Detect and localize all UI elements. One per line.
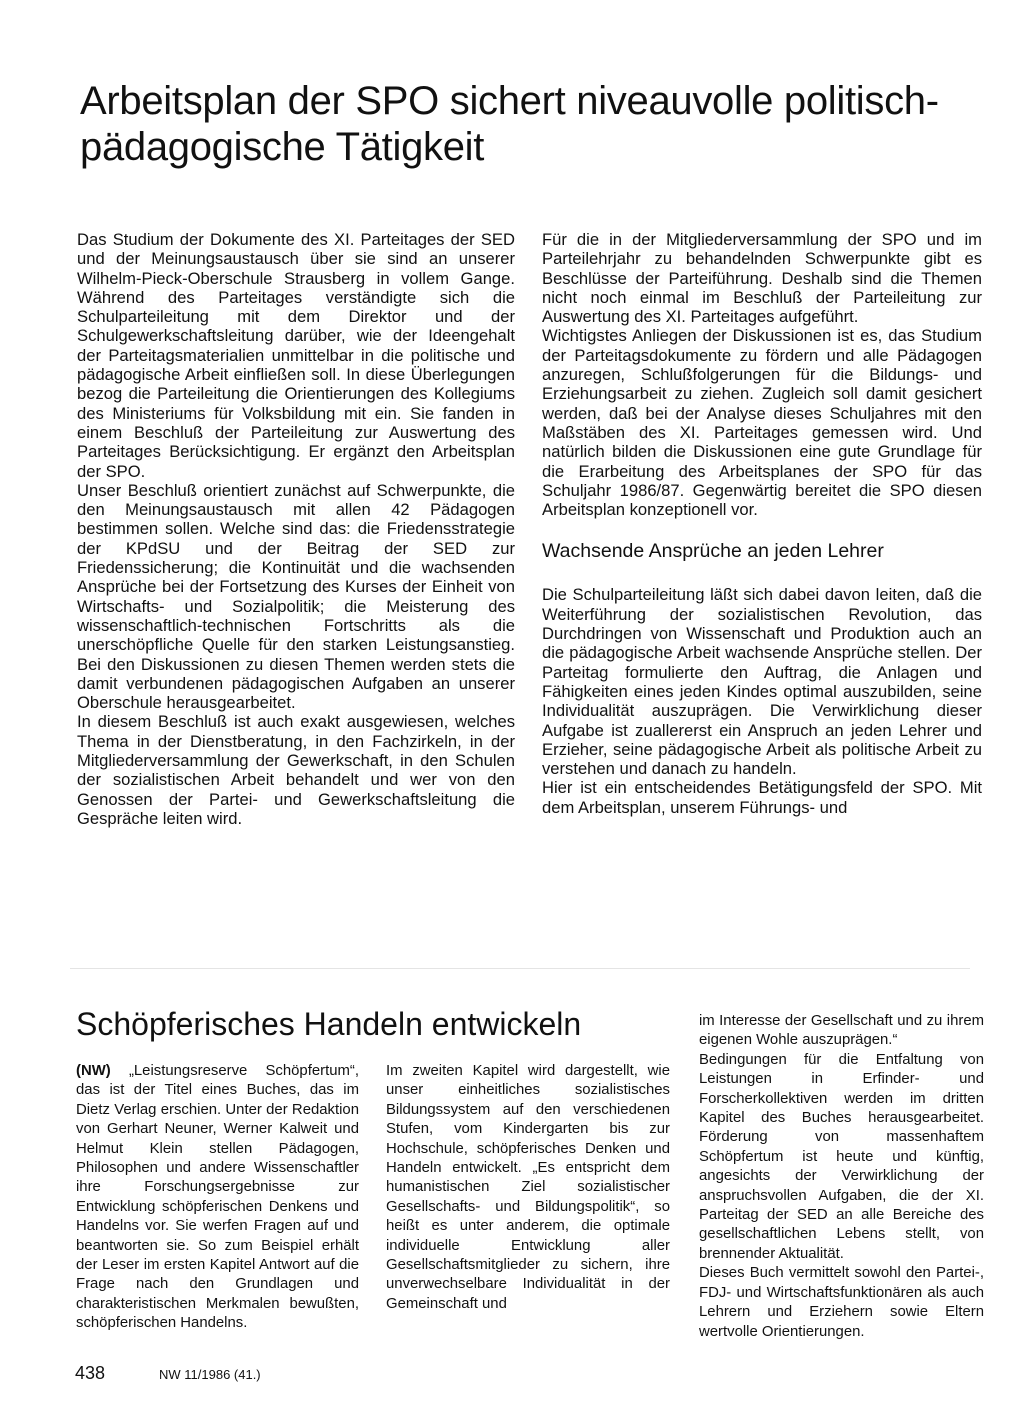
second-article-column-2 [386, 1062, 670, 1314]
article-paragraph: Dieses Buch vermittelt sowohl den Partei-, FDJ- und Wirtschaftsfunktionären als auch Lehrern und Erziehern sowie Eltern wertvolle Orientierungen. [699, 1265, 984, 1340]
article-paragraph: Im zweiten Kapitel wird dargestellt, wie unser einheitliches sozialistisches Bildungssystem auf den verschiedenen Stufen, vom Kindergarten bis zur Hochschule, schöpferisches Denken und Handeln entwickelt. „Es entspricht dem humanistischen Ziel sozialistischer Gesellschafts- und Bildungspolitik“, so heißt es unter anderem, die optimale individuelle Entwicklung aller Gesellschaftsmitglieder zu sichern, ihre unverwechselbare Individualität in der Gemeinschaft und [386, 1063, 670, 1312]
article-paragraph: Die Schulparteileitung läßt sich dabei davon leiten, daß die Weiterführung der sozialistischen Revolution, das Durchdringen von Wissenschaft und Produktion auch an die pädagogische Arbeit wachsende Ansprüche stellen. Der Parteitag formulierte den Auftrag, die Anlagen und Fähigkeiten eines jeden Kindes optimal auszubilden, seine Individualität auszuprägen. Die Verwirklichung dieser Aufgabe ist zuallererst ein Anspruch an jeden Lehrer und Erzieher, seine pädagogische Arbeit als politische Arbeit zu verstehen und danach zu handeln. [542, 585, 982, 779]
article-paragraph: Das Studium der Dokumente des XI. Parteitages der SED und der Meinungsaustausch über sie sind an unserer Wilhelm-Pieck-Oberschule Strausberg in vollem Gange. Während des Parteitages verständigte sich die Schulparteileitung mit dem Direktor und der Schulgewerkschaftsleitung darüber, wie der Ideengehalt der Parteitagsmaterialien unmittelbar in die politische und pädagogische Arbeit einfließen soll. In diese Überlegungen bezog die Parteileitung die Orientierungen des Kollegiums des Ministeriums für Volksbildung mit ein. Sie fanden in einem Beschluß der Parteileitung zur Auswertung des Parteitages Berücksichtigung. Er ergänzt den Arbeitsplan der SPO. [77, 230, 515, 481]
second-article-column-1 [76, 1062, 359, 1334]
article-paragraph: Unser Beschluß orientiert zunächst auf Schwerpunkte, die den Meinungsaustausch mit allen 42 Pädagogen bestimmen sollen. Welche sind das: die Friedensstrategie der KPdSU und der Beitrag der SED zur Friedenssicherung; die Kontinuität und die wachsenden Ansprüche bei der Fortsetzung des Kurses der Einheit von Wirtschafts- und Sozialpolitik; die Meisterung des wissenschaftlich-technischen Fortschritts als die unerschöpfliche Quelle für den starken Leistungsanstieg. Bei den Diskussionen zu diesen Themen werden stets die damit verbundenen pädagogischen Aufgaben an unserer Oberschule herausgearbeitet. [77, 480, 515, 713]
page-number: 438 [75, 1363, 106, 1383]
article-subheading: Wachsende Ansprüche an jeden Lehrer [542, 540, 884, 563]
source-tag: (NW) [76, 1063, 111, 1079]
article-paragraph: In diesem Beschluß ist auch exakt ausgewiesen, welches Thema in der Dienstberatung, in den Fachzirkeln, in der Mitgliederversammlung der Gewerkschaft, in den Schulen der sozialistischen Arbeit behandelt und wer von den Genossen der Partei- und Gewerkschaftsleitung die Gespräche leiten wird. [77, 712, 515, 828]
article-paragraph: Für die in der Mitgliederversammlung der SPO und im Parteilehrjahr zu behandelnden Schwerpunkte gibt es Beschlüsse der Parteiführung. Deshalb sind die Themen nicht noch einmal im Beschluß der Parteileitung zur Auswertung des XI. Parteitages aufgeführt. [542, 230, 982, 327]
article-column-2 [542, 230, 982, 817]
issue-label: NW 11/1986 (41.) [159, 1367, 261, 1382]
second-article-headline: Schöpferisches Handeln entwickeln [76, 1006, 582, 1042]
article-column-1 [77, 230, 515, 828]
article-paragraph [76, 1062, 359, 1334]
article-headline: Arbeitsplan der SPO sichert niveauvolle politisch-pädagogische Tätigkeit [80, 79, 939, 169]
article-paragraph: im Interesse der Gesellschaft und zu ihrem eigenen Wohle auszuprägen.“ [699, 1013, 984, 1049]
second-article-column-3 [699, 1012, 984, 1342]
article-paragraph: Wichtigstes Anliegen der Diskussionen ist es, das Studium der Parteitagsdokumente zu fördern und alle Pädagogen anzuregen, Schlußfolgerungen für die Bildungs- und Erziehungsarbeit zu ziehen. Zugleich soll damit gesichert werden, daß bei der Analyse dieses Schuljahres mit den Maßstäben des XI. Parteitages gemessen wird. Und natürlich bilden die Diskussionen eine gute Grundlage für die Erarbeitung des Arbeitsplanes der SPO für das Schuljahr 1986/87. Gegenwärtig bereitet die SPO diesen Arbeitsplan konzeptionell vor. [542, 326, 982, 520]
article-paragraph: Bedingungen für die Entfaltung von Leistungen in Erfinder- und Forscherkollektiven werden im dritten Kapitel des Buches herausgearbeitet. Förderung von massenhaftem Schöpfertum ist heute und künftig, angesichts der Verwirklichung der anspruchsvollen Aufgaben, die der XI. Parteitag der SED an alle Bereiche des gesellschaftlichen Lebens stellt, von brennender Aktualität. [699, 1051, 984, 1262]
section-divider [70, 968, 970, 969]
article-text: „Leistungsreserve Schöpfertum“, das ist der Titel eines Buches, das im Dietz Verlag erschien. Unter der Redaktion von Gerhart Neuner, Werner Kalweit und Helmut Klein stellen Pädagogen, Philosophen und andere Wissenschaftler ihre Forschungsergebnisse zur Entwicklung schöpferischen Denkens und Handelns vor. Sie werfen Fragen auf und beantworten sie. So zum Beispiel erhält der Leser im ersten Kapitel Antwort auf die Frage nach den Grundlagen und charakteristischen Merkmalen bewußten, schöpferischen Handelns. [76, 1063, 360, 1332]
article-paragraph: Hier ist ein entscheidendes Betätigungsfeld der SPO. Mit dem Arbeitsplan, unserem Führungs- und [542, 778, 982, 817]
